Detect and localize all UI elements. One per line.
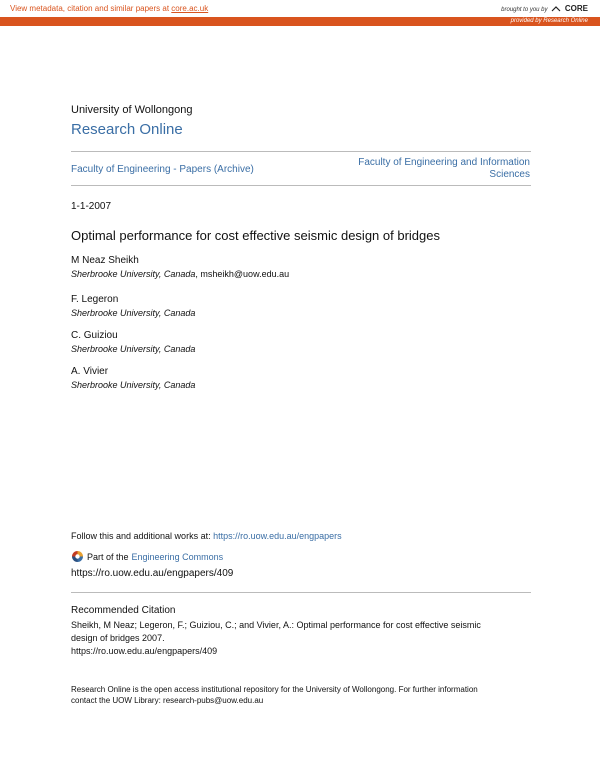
brought-by-text: brought to you by bbox=[501, 7, 548, 13]
author-block-2 bbox=[71, 294, 195, 318]
author-block-3 bbox=[71, 330, 195, 354]
author-affiliation: Sherbrooke University, Canada bbox=[71, 344, 196, 354]
divider-citation bbox=[71, 592, 531, 593]
follow-text: Follow this and additional works at: bbox=[71, 531, 214, 541]
metadata-link-prefix: View metadata, citation and similar papers at bbox=[10, 4, 172, 13]
collection-right-line1: Faculty of Engineering and Information bbox=[358, 157, 530, 168]
author-affiliation: Sherbrooke University, Canada bbox=[71, 380, 196, 390]
author-affiliation: Sherbrooke University, Canada bbox=[71, 269, 196, 279]
provided-by-bar bbox=[0, 17, 600, 26]
author-block-4 bbox=[71, 366, 195, 390]
citation-line: Sheikh, M Neaz; Legeron, F.; Guiziou, C.; and Vivier, A.: Optimal performance for cost effective seismic bbox=[71, 620, 481, 630]
author-affiliation-row bbox=[71, 344, 195, 354]
part-of-text: Part of the bbox=[87, 551, 129, 562]
collection-right-link[interactable] bbox=[310, 157, 530, 181]
divider-top bbox=[71, 151, 531, 152]
author-name: A. Vivier bbox=[71, 366, 109, 377]
follow-line bbox=[71, 531, 342, 541]
provided-by-text[interactable]: provided by Research Online bbox=[510, 18, 588, 24]
author-affiliation-row bbox=[71, 308, 195, 318]
paper-url[interactable]: https://ro.uow.edu.au/engpapers/409 bbox=[71, 568, 234, 579]
footer-line: contact the UOW Library: research-pubs@uow.edu.au bbox=[71, 696, 264, 705]
core-logo[interactable]: CORE bbox=[564, 4, 588, 13]
follow-url-link[interactable]: https://ro.uow.edu.au/engpapers bbox=[213, 531, 342, 541]
footer-line: Research Online is the open access institutional repository for the University of Wollongong. For further information bbox=[71, 685, 478, 694]
author-affiliation: Sherbrooke University, Canada bbox=[71, 308, 196, 318]
collection-right-line2: Sciences bbox=[489, 169, 530, 180]
author-block-1 bbox=[71, 255, 289, 279]
research-online-title[interactable]: Research Online bbox=[71, 121, 183, 138]
publication-date: 1-1-2007 bbox=[71, 201, 112, 212]
university-name: University of Wollongong bbox=[71, 104, 193, 116]
paper-title: Optimal performance for cost effective seismic design of bridges bbox=[71, 228, 440, 243]
core-site-link[interactable]: core.ac.uk bbox=[171, 4, 209, 13]
engineering-commons-link[interactable]: Engineering Commons bbox=[131, 551, 224, 562]
network-logo-icon bbox=[71, 550, 84, 563]
core-banner bbox=[0, 0, 600, 18]
part-of-line bbox=[71, 550, 223, 563]
brought-to-you-by bbox=[501, 4, 588, 13]
citation-line: design of bridges 2007. bbox=[71, 633, 165, 643]
author-name: M Neaz Sheikh bbox=[71, 255, 139, 266]
citation-heading: Recommended Citation bbox=[71, 605, 176, 616]
author-affiliation-row bbox=[71, 380, 195, 390]
citation-url[interactable]: https://ro.uow.edu.au/engpapers/409 bbox=[71, 646, 218, 656]
author-name: F. Legeron bbox=[71, 294, 119, 305]
author-name: C. Guiziou bbox=[71, 330, 118, 341]
repository-footer bbox=[71, 684, 541, 706]
author-affiliation-row bbox=[71, 269, 289, 279]
citation-body bbox=[71, 619, 531, 658]
divider-middle bbox=[71, 185, 531, 186]
core-logo-icon bbox=[551, 5, 561, 13]
author-email: , msheikh@uow.edu.au bbox=[195, 269, 290, 279]
core-metadata-link[interactable] bbox=[10, 4, 208, 13]
collection-left-link[interactable]: Faculty of Engineering - Papers (Archive) bbox=[71, 164, 254, 175]
